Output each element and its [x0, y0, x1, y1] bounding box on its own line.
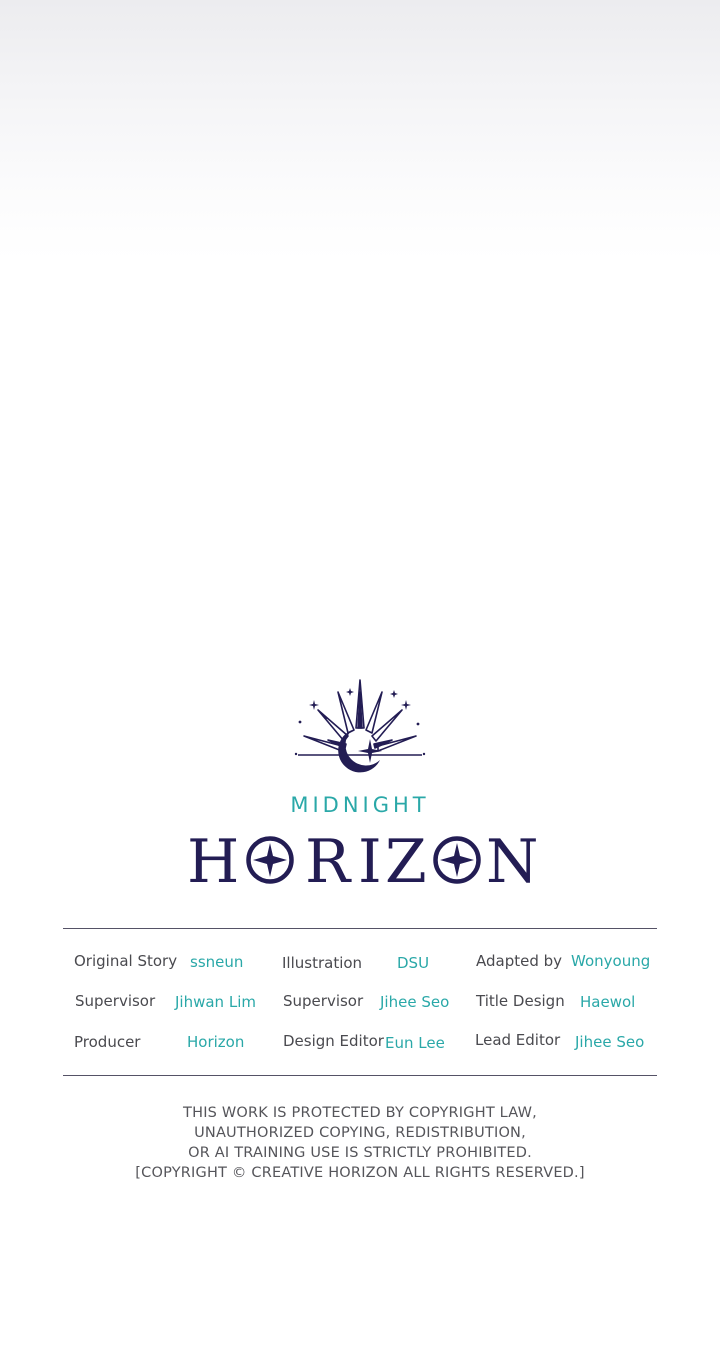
divider-top	[63, 928, 657, 929]
logo-letter-r: R	[305, 827, 351, 895]
logo-title-horizon	[0, 825, 720, 895]
logo-subtitle-midnight: MIDNIGHT	[290, 793, 430, 817]
notice-line: [COPYRIGHT © CREATIVE HORIZON ALL RIGHTS RESERVED.]	[135, 1165, 585, 1181]
credit-role: Title Design	[476, 992, 565, 1010]
credit-name: Haewol	[580, 993, 636, 1011]
notice-line: THIS WORK IS PROTECTED BY COPYRIGHT LAW,	[183, 1105, 537, 1121]
credit-name: Jihwan Lim	[175, 993, 256, 1011]
credit-role: Supervisor	[283, 992, 364, 1010]
credit-name: Jihee Seo	[575, 1033, 645, 1051]
copyright-notice	[0, 1103, 720, 1183]
credit-role: Illustration	[282, 954, 363, 972]
notice-line: OR AI TRAINING USE IS STRICTLY PROHIBITED.	[188, 1145, 532, 1161]
logo-letter-z: Z	[385, 827, 427, 895]
top-gradient-background	[0, 0, 720, 260]
credit-role: Original Story	[74, 952, 178, 970]
credit-role: Lead Editor	[475, 1031, 561, 1049]
logo-letter-h: H	[187, 827, 240, 895]
credit-role: Adapted by	[476, 952, 563, 970]
logo-letter-i: I	[358, 827, 382, 895]
notice-line: UNAUTHORIZED COPYING, REDISTRIBUTION,	[194, 1125, 526, 1141]
logo-letter-n: N	[486, 827, 539, 895]
credit-role: Supervisor	[75, 992, 156, 1010]
credit-name: Wonyoung	[571, 952, 651, 970]
credit-name: ssneun	[190, 953, 244, 971]
credit-role: Producer	[74, 1033, 141, 1051]
divider-bottom	[63, 1075, 657, 1076]
credit-name: DSU	[397, 954, 430, 972]
credits-grid	[63, 942, 657, 1062]
credit-name: Jihee Seo	[380, 993, 450, 1011]
credit-name: Eun Lee	[385, 1034, 445, 1052]
sun-moon-emblem-icon	[290, 678, 430, 780]
credit-name: Horizon	[187, 1033, 245, 1051]
credit-role: Design Editor	[283, 1032, 384, 1050]
